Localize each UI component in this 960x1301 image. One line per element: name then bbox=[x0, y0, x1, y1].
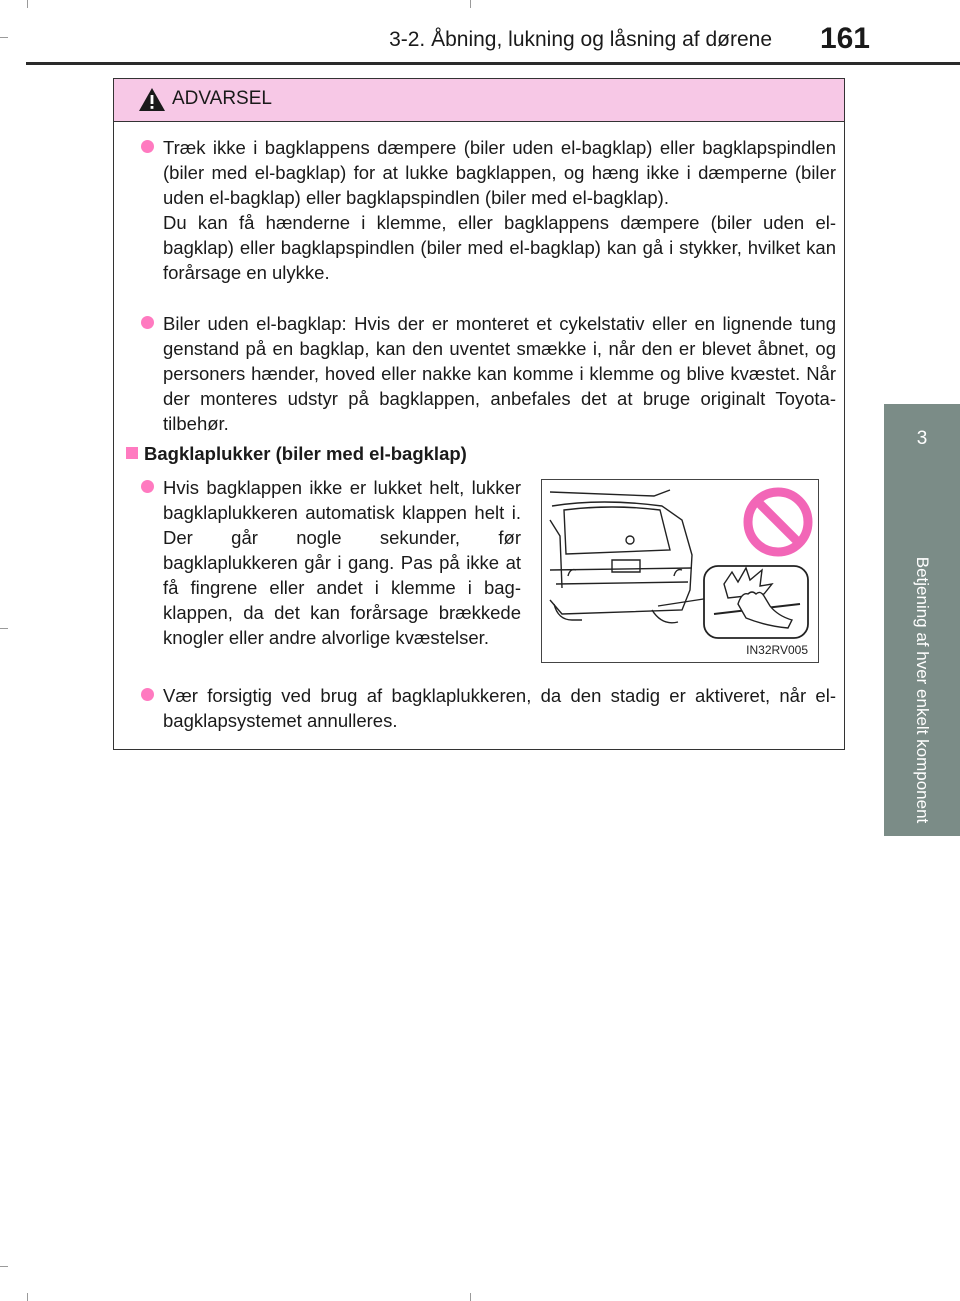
crop-mark bbox=[27, 1293, 28, 1301]
section-title: 3-2. Åbning, lukning og låsning af dørene bbox=[389, 28, 772, 51]
bullet-dot bbox=[141, 688, 154, 701]
bullet-paragraph: Hvis bagklappen ikke er lukket helt, lukker bagklaplukkeren automatisk klappen helt i. Der går nogle sekunder, før bagklaplukkeren går i gang. Pas på ikke at få fingrene eller andet i klemme i bagklappen, da det kan forårsage brækkede knogler eller andre alvorlige kvæstelser. bbox=[163, 477, 521, 648]
crop-mark bbox=[0, 628, 8, 629]
crop-mark bbox=[470, 1293, 471, 1301]
bullet-paragraph: Biler uden el-bagklap: Hvis der er monteret et cykelstativ eller en lignende tung genstand på en bagklap, kan den uventet smække i, når den er blevet åbnet, og personers hænder, hoved eller nakke kan komme i klemme og blive kvæstet. Når der monteres udstyr på bagklappen, anbefales det at bruge originalt Toyota-tilbehør. bbox=[163, 313, 836, 434]
page-header bbox=[0, 0, 960, 62]
subsection-title-text: Bagklaplukker (biler med el-bagklap) bbox=[144, 443, 467, 464]
bullet-dot bbox=[141, 480, 154, 493]
crop-mark bbox=[0, 1266, 8, 1267]
square-bullet-icon bbox=[126, 447, 138, 459]
warning-title: ADVARSEL bbox=[172, 88, 272, 109]
bullet-dot bbox=[141, 140, 154, 153]
tailgate-illustration bbox=[541, 479, 819, 663]
tailgate-drawing bbox=[542, 480, 818, 662]
warning-bullet bbox=[163, 311, 836, 436]
subsection-title bbox=[126, 443, 467, 465]
warning-triangle-icon bbox=[138, 87, 166, 112]
warning-bullet bbox=[163, 135, 836, 285]
bullet-paragraph: Du kan få hænderne i klemme, eller bagklappens dæmpere (biler uden el-bagklap) eller bagklapspindlen (biler med el-bagklap) kan gå i stykker, hvilket kan forårsage en ulykke. bbox=[163, 212, 836, 283]
bullet-dot bbox=[141, 316, 154, 329]
bullet-paragraph: Vær forsigtig ved brug af bagklaplukkeren, da den stadig er aktiveret, når el-bagklapsystemet annulleres. bbox=[163, 685, 836, 731]
subsection-bullet bbox=[163, 475, 521, 650]
subsection-bullet bbox=[163, 683, 836, 733]
page-number: 161 bbox=[819, 22, 870, 55]
chapter-number: 3 bbox=[916, 428, 928, 449]
bullet-paragraph: Træk ikke i bagklappens dæmpere (biler uden el-bagklap) eller bagklapspindlen (biler med el-bagklap) for at lukke bagklappen, og hæng ikke i dæmperne (biler uden el-bagklap) eller bagklapspindlen (biler med el-bagklap). bbox=[163, 137, 836, 208]
warning-box bbox=[113, 78, 845, 750]
warning-header bbox=[114, 79, 844, 122]
chapter-tab bbox=[884, 404, 960, 836]
figure-code: IN32RV005 bbox=[746, 643, 808, 657]
header-rule bbox=[26, 62, 960, 65]
chapter-title: Betjening af hver enkelt komponent bbox=[913, 556, 932, 824]
